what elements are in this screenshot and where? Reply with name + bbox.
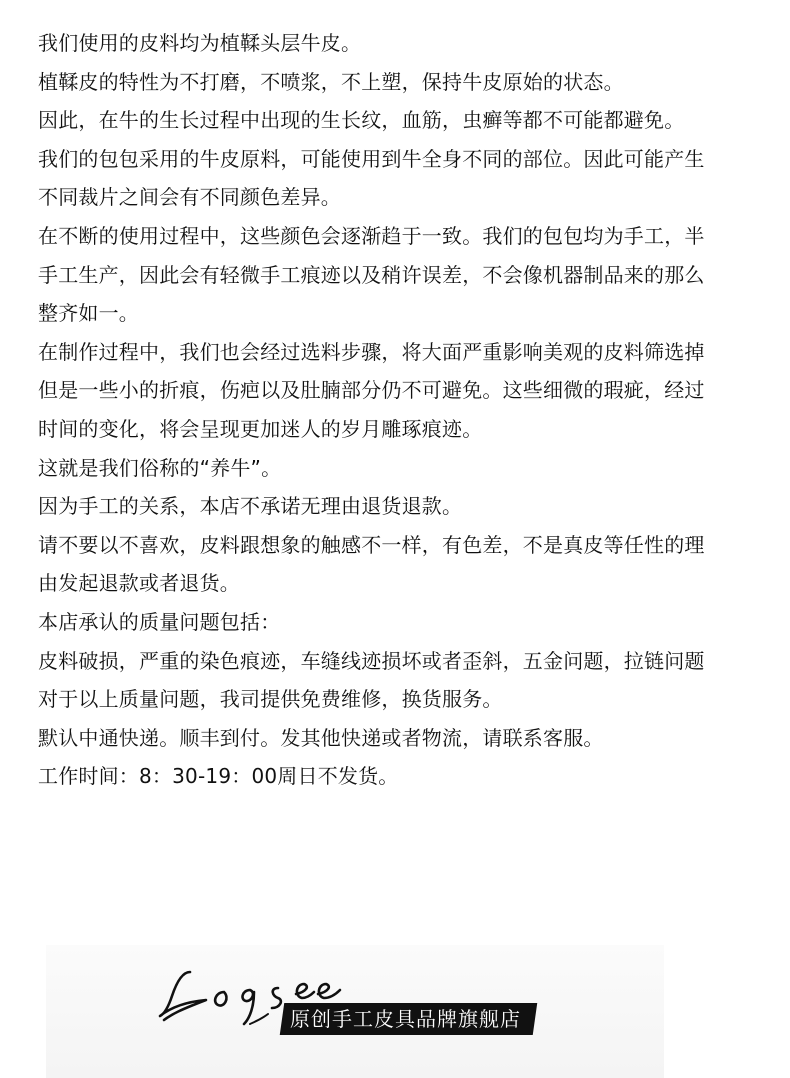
text-line: 由发起退款或者退货。 <box>38 571 240 596</box>
text-line: 这就是我们俗称的“养牛”。 <box>38 455 282 480</box>
text-line: 在不断的使用过程中，这些颜色会逐渐趋于一致。我们的包包均为手工，半 <box>38 223 705 248</box>
brand-tagline-badge <box>280 1003 537 1035</box>
text-line: 整齐如一。 <box>38 301 139 326</box>
text-line: 在制作过程中，我们也会经过选料步骤，将大面严重影响美观的皮料筛选掉 <box>38 339 705 364</box>
text-line: 皮料破损，严重的染色痕迹，车缝线迹损坏或者歪斜，五金问题，拉链问题 <box>38 648 705 673</box>
text-line: 时间的变化，将会呈现更加迷人的岁月雕琢痕迹。 <box>38 416 483 441</box>
text-line: 因此，在牛的生长过程中出现的生长纹，血筋，虫癣等都不可能都避免。 <box>38 108 685 133</box>
text-line: 因为手工的关系，本店不承诺无理由退货退款。 <box>38 494 463 519</box>
text-line: 我们的包包采用的牛皮原料，可能使用到牛全身不同的部位。因此可能产生 <box>38 146 705 171</box>
text-line: 工作时间：8：30-19：00周日不发货。 <box>38 764 399 789</box>
text-line: 请不要以不喜欢，皮料跟想象的触感不一样，有色差，不是真皮等任性的理 <box>38 532 705 557</box>
text-line: 对于以上质量问题，我司提供免费维修，换货服务。 <box>38 687 503 712</box>
text-line: 但是一些小的折痕，伤疤以及肚腩部分仍不可避免。这些细微的瑕疵，经过 <box>38 378 705 403</box>
brand-tagline: 原创手工皮具品牌旗舰店 <box>290 1007 521 1031</box>
text-line: 植鞣皮的特性为不打磨，不喷浆，不上塑，保持牛皮原始的状态。 <box>38 69 624 94</box>
text-line: 不同裁片之间会有不同颜色差异。 <box>38 185 341 210</box>
text-line: 默认中通快递。顺丰到付。发其他快递或者物流，请联系客服。 <box>38 725 604 750</box>
policy-text <box>38 24 758 796</box>
text-line: 手工生产，因此会有轻微手工痕迹以及稍许误差，不会像机器制品来的那么 <box>38 262 705 287</box>
text-line: 我们使用的皮料均为植鞣头层牛皮。 <box>38 31 362 55</box>
text-line: 本店承认的质量问题包括： <box>38 609 281 634</box>
